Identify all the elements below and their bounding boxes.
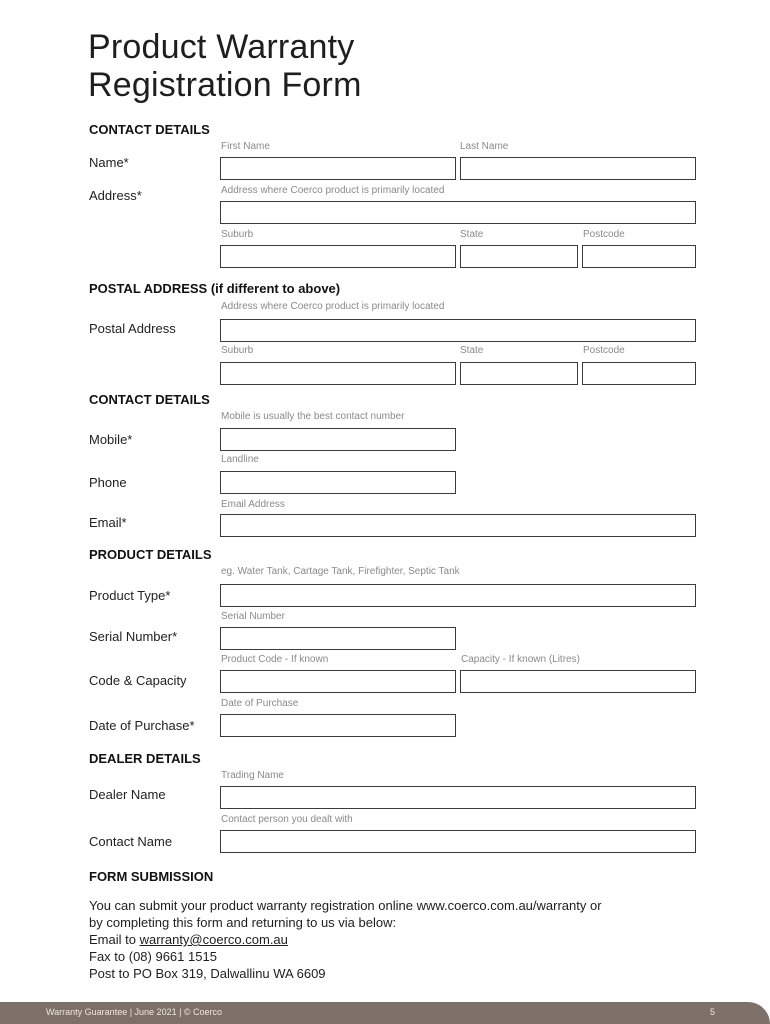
postal-postcode-input[interactable] xyxy=(582,362,696,385)
footer-text: Warranty Guarantee | June 2021 | © Coerco xyxy=(46,1007,223,1017)
first-name-input[interactable] xyxy=(220,157,456,180)
email-hint: Email Address xyxy=(221,499,285,510)
mobile-hint: Mobile is usually the best contact number xyxy=(221,411,405,422)
contact-person-hint: Contact person you dealt with xyxy=(221,814,353,825)
capacity-input[interactable] xyxy=(460,670,696,693)
contact-name-label: Contact Name xyxy=(89,834,173,849)
product-type-input[interactable] xyxy=(220,584,696,607)
address-label: Address* xyxy=(89,188,142,203)
name-label: Name* xyxy=(89,155,129,170)
suburb-hint: Suburb xyxy=(221,229,254,240)
address-hint: Address where Coerco product is primarily located xyxy=(221,185,445,196)
submission-email-line xyxy=(89,931,602,948)
date-of-purchase-label: Date of Purchase* xyxy=(89,718,195,733)
form-submission-heading: FORM SUBMISSION xyxy=(89,869,214,884)
title-line-2: Registration Form xyxy=(88,66,362,104)
address-input[interactable] xyxy=(220,201,696,224)
mobile-label: Mobile* xyxy=(89,432,133,447)
code-capacity-label: Code & Capacity xyxy=(89,673,187,688)
product-type-hint: eg. Water Tank, Cartage Tank, Firefighter, Septic Tank xyxy=(221,566,460,577)
postal-suburb-hint: Suburb xyxy=(221,345,254,356)
page-title xyxy=(88,28,362,104)
last-name-hint: Last Name xyxy=(460,141,509,152)
suburb-input[interactable] xyxy=(220,245,456,268)
dealer-name-input[interactable] xyxy=(220,786,696,809)
date-of-purchase-hint: Date of Purchase xyxy=(221,698,299,709)
title-line-1: Product Warranty xyxy=(88,28,355,66)
state-hint: State xyxy=(460,229,484,240)
contact-numbers-heading: CONTACT DETAILS xyxy=(89,392,210,407)
postal-address-label: Postal Address xyxy=(89,321,176,336)
last-name-input[interactable] xyxy=(460,157,696,180)
postal-address-hint: Address where Coerco product is primarily located xyxy=(221,301,445,312)
postal-suburb-input[interactable] xyxy=(220,362,456,385)
submission-post: Post to PO Box 319, Dalwallinu WA 6609 xyxy=(89,966,326,981)
serial-number-hint: Serial Number xyxy=(221,611,285,622)
page-number: 5 xyxy=(710,1007,716,1017)
email-input[interactable] xyxy=(220,514,696,537)
phone-input[interactable] xyxy=(220,471,456,494)
postal-postcode-hint: Postcode xyxy=(583,345,625,356)
postcode-hint: Postcode xyxy=(583,229,625,240)
product-type-label: Product Type* xyxy=(89,588,171,603)
postcode-input[interactable] xyxy=(582,245,696,268)
capacity-hint: Capacity - If known (Litres) xyxy=(461,654,580,665)
contact-details-heading: CONTACT DETAILS xyxy=(89,122,210,137)
postal-address-heading: POSTAL ADDRESS (if different to above) xyxy=(89,281,341,296)
trading-name-hint: Trading Name xyxy=(221,770,284,781)
serial-number-input[interactable] xyxy=(220,627,456,650)
submission-line-2: by completing this form and returning to us via below: xyxy=(89,915,397,930)
phone-label: Phone xyxy=(89,475,127,490)
dealer-name-label: Dealer Name xyxy=(89,787,166,802)
serial-number-label: Serial Number* xyxy=(89,629,178,644)
submission-text xyxy=(89,897,602,982)
first-name-hint: First Name xyxy=(221,141,270,152)
product-code-input[interactable] xyxy=(220,670,456,693)
date-of-purchase-input[interactable] xyxy=(220,714,456,737)
postal-state-hint: State xyxy=(460,345,484,356)
product-details-heading: PRODUCT DETAILS xyxy=(89,547,212,562)
dealer-details-heading: DEALER DETAILS xyxy=(89,751,201,766)
submission-fax: Fax to (08) 9661 1515 xyxy=(89,949,217,964)
postal-state-input[interactable] xyxy=(460,362,578,385)
email-prefix: Email to xyxy=(89,932,140,947)
product-code-hint: Product Code - If known xyxy=(221,654,329,665)
submission-line-1: You can submit your product warranty registration online www.coerco.com.au/warranty or xyxy=(89,898,602,913)
postal-address-input[interactable] xyxy=(220,319,696,342)
email-label: Email* xyxy=(89,515,127,530)
contact-name-input[interactable] xyxy=(220,830,696,853)
landline-hint: Landline xyxy=(221,454,259,465)
warranty-email-link[interactable]: warranty@coerco.com.au xyxy=(139,932,288,947)
state-input[interactable] xyxy=(460,245,578,268)
mobile-input[interactable] xyxy=(220,428,456,451)
